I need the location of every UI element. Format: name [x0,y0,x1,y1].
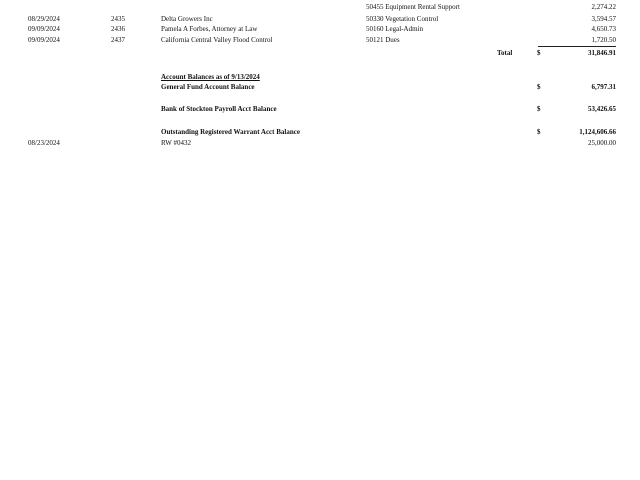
ledger-amount: 1,720.50 [591,36,616,44]
rw-amount: 25,000.00 [588,139,616,147]
ledger-payee: Pamela A Forbes, Attorney at Law [161,25,258,33]
total-divider [538,46,616,47]
general-fund-currency: $ [537,83,541,91]
ledger-check-number: 2435 [111,15,125,23]
total-label: Total [497,49,513,57]
rw-date: 08/23/2024 [28,139,60,147]
warrant-currency: $ [537,128,541,136]
payroll-label: Bank of Stockton Payroll Acct Balance [161,105,277,113]
ledger-date: 08/29/2024 [28,15,60,23]
ledger-payee: California Central Valley Flood Control [161,36,273,44]
warrant-amount: 1,124,606.66 [579,128,616,136]
general-fund-amount: 6,797.31 [591,83,616,91]
total-currency: $ [537,49,541,57]
total-amount: 31,846.91 [588,49,616,57]
general-fund-label: General Fund Account Balance [161,83,255,91]
ledger-amount: 3,594.57 [591,15,616,23]
ledger-date: 09/09/2024 [28,36,60,44]
ledger-check-number: 2437 [111,36,125,44]
warrant-label: Outstanding Registered Warrant Acct Balance [161,128,300,136]
ledger-amount: 2,274.22 [591,3,616,11]
ledger-account: 50455 Equipment Rental Support [366,3,460,11]
ledger-payee: Delta Growers Inc [161,15,213,23]
payroll-amount: 53,426.65 [588,105,616,113]
ledger-check-number: 2436 [111,25,125,33]
payroll-currency: $ [537,105,541,113]
rw-reference: RW #0432 [161,139,192,147]
ledger-account: 50160 Legal-Admin [366,25,423,33]
ledger-account: 50121 Dues [366,36,400,44]
balances-heading: Account Balances as of 9/13/2024 [161,73,260,81]
ledger-amount: 4,650.73 [591,25,616,33]
ledger-account: 50330 Vegetation Control [366,15,439,23]
ledger-date: 09/09/2024 [28,25,60,33]
